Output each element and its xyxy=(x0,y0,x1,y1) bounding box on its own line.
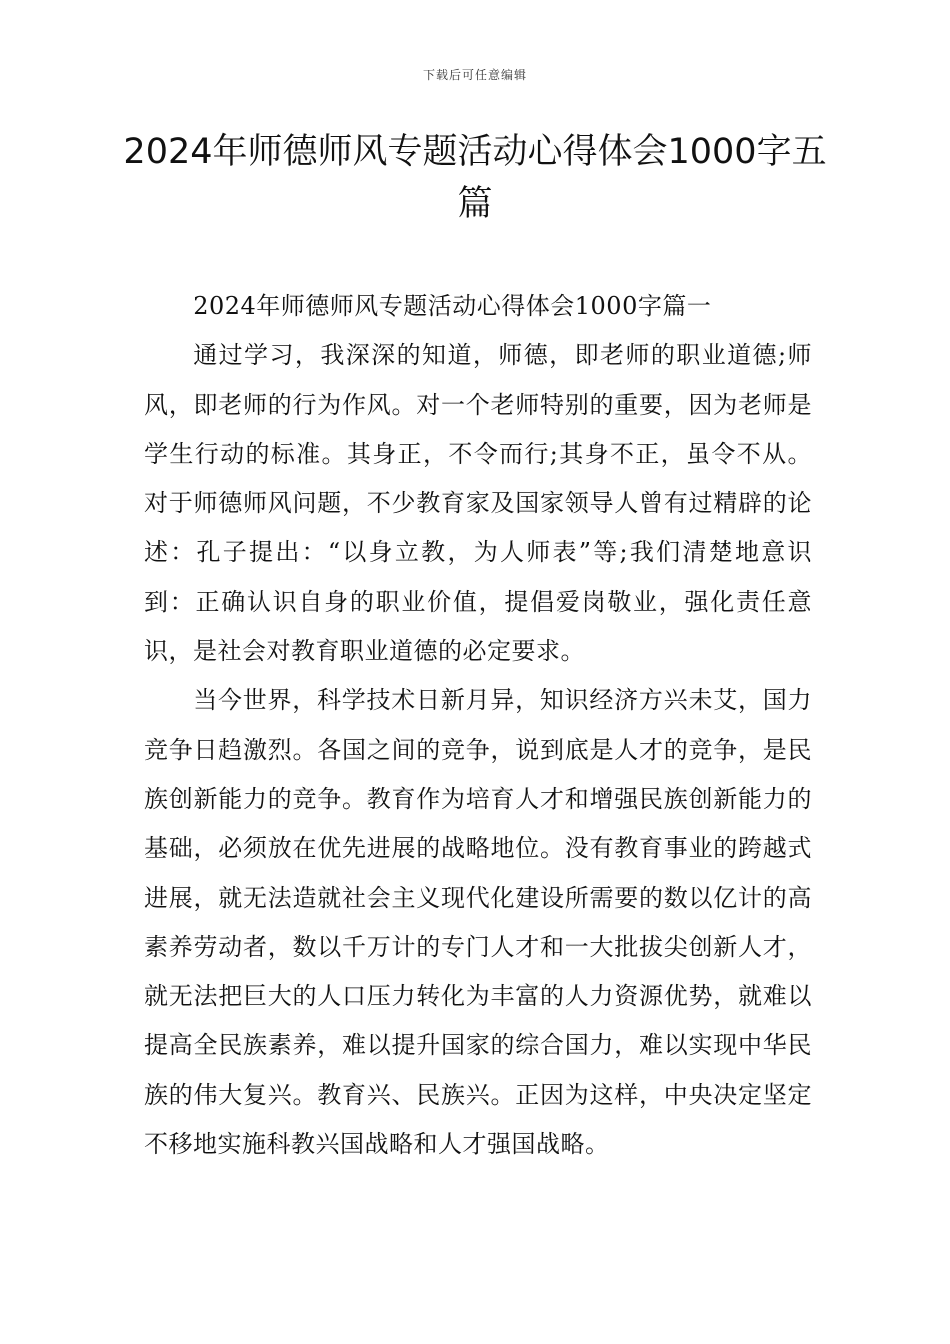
document-title: 2024年师德师风专题活动心得体会1000字五篇 xyxy=(123,132,827,224)
section-heading: 2024年师德师风专题活动心得体会1000字篇一 xyxy=(193,292,712,320)
paragraph-1: 通过学习，我深深的知道，师德，即老师的职业道德;师风，即老师的行为作风。对一个老师特别的重要，因为老师是学生行动的标准。其身正，不令而行;其身不正，虽令不从。对于师德师风问题，不少教育家及国家领导人曾有过精辟的论述：孔子提出：“以身立教，为人师表”等;我们清楚地意识到：正确认识自身的职业价值，提倡爱岗敬业，强化责任意识，是社会对教育职业道德的必定要求。 xyxy=(144,341,812,666)
paragraph-2: 当今世界，科学技术日新月异，知识经济方兴未艾，国力竞争日趋激烈。各国之间的竞争，说到底是人才的竞争，是民族创新能力的竞争。教育作为培育人才和增强民族创新能力的基础，必须放在优先进展的战略地位。没有教育事业的跨越式进展，就无法造就社会主义现代化建设所需要的数以亿计的高素养劳动者，数以千万计的专门人才和一大批拔尖创新人才，就无法把巨大的人口压力转化为丰富的人力资源优势，就难以提高全民族素养，难以提升国家的综合国力，难以实现中华民族的伟大复兴。教育兴、民族兴。正因为这样，中央决定坚定不移地实施科教兴国战略和人才强国战略。 xyxy=(144,686,812,1159)
header-note: 下载后可任意编辑 xyxy=(422,68,527,82)
document-body xyxy=(144,282,812,1169)
